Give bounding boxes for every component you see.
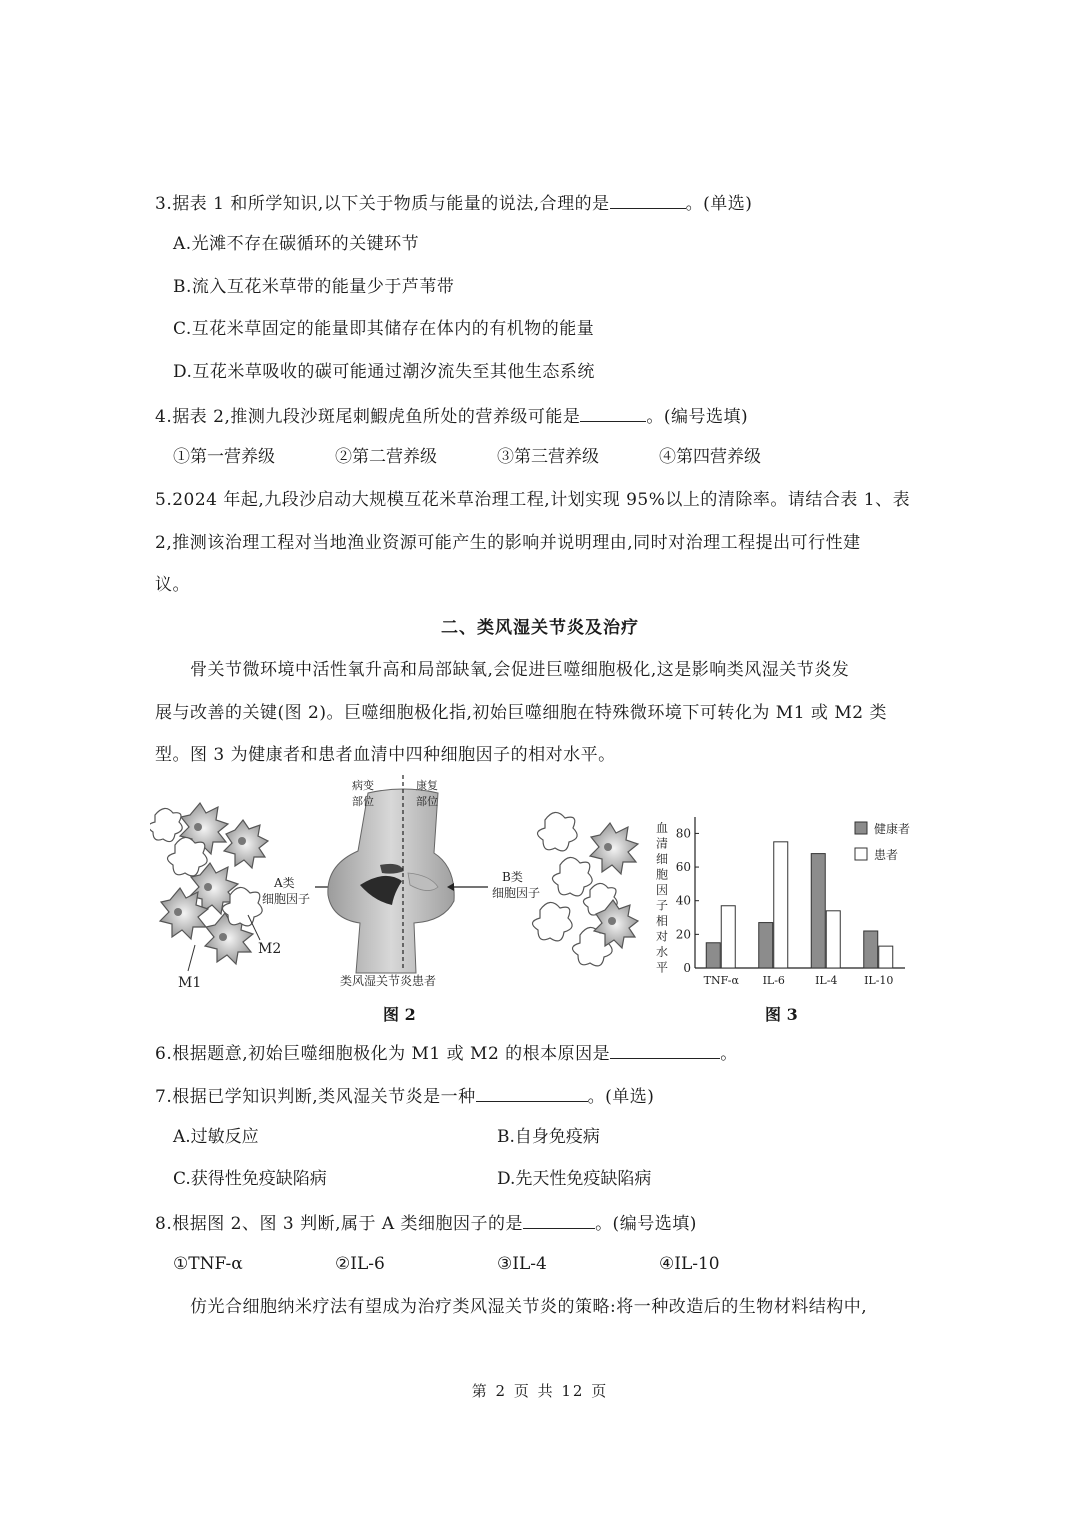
joint-illustration xyxy=(328,789,454,973)
bar-healthy xyxy=(706,943,720,968)
m1-label: M1 xyxy=(178,975,202,991)
q3-option-c: C.互花米草固定的能量即其储存在体内的有机物的能量 xyxy=(173,319,595,339)
x-tick-label: TNF-α xyxy=(703,974,739,987)
legend-label: 健康者 xyxy=(874,822,911,836)
recovery-label-1: 康复 xyxy=(416,779,438,792)
lesion-label-2: 部位 xyxy=(352,795,374,808)
y-axis-label-char: 相 xyxy=(656,914,669,928)
q4-answer-blank[interactable] xyxy=(580,403,646,422)
q8-stem: 8.根据图 2、图 3 判断,属于 A 类细胞因子的是 。(编号选填) xyxy=(155,1210,697,1236)
q7-option-d: D.先天性免疫缺陷病 xyxy=(497,1169,652,1189)
q4-option-2: ②第二营养级 xyxy=(335,447,437,467)
q4-option-1: ①第一营养级 xyxy=(173,447,275,467)
q7-stem: 7.根据已学知识判断,类风湿关节炎是一种 。(单选) xyxy=(155,1083,654,1109)
bar-patient xyxy=(721,906,735,968)
lesion-label-1: 病变 xyxy=(352,779,374,792)
bar-healthy xyxy=(811,854,825,968)
x-tick-label: IL-6 xyxy=(762,974,785,987)
q8-option-1: ①TNF-α xyxy=(173,1254,243,1274)
y-axis-label-char: 细 xyxy=(656,852,669,866)
recovery-label-2: 部位 xyxy=(416,795,438,808)
q7-option-a: A.过敏反应 xyxy=(173,1127,259,1147)
q8-option-4: ④IL-10 xyxy=(659,1254,720,1274)
y-axis-label-char: 因 xyxy=(656,883,669,897)
legend-label: 患者 xyxy=(874,848,899,862)
q5-line-1: 5.2024 年起,九段沙启动大规模互花米草治理工程,计划实现 95%以上的清除率。请结合表 1、表 xyxy=(155,490,911,510)
q5-line-2: 2,推测该治理工程对当地渔业资源可能产生的影响并说明理由,同时对治理工程提出可行性建 xyxy=(155,533,861,553)
bar-patient xyxy=(826,911,840,968)
q8-answer-blank[interactable] xyxy=(523,1210,595,1229)
legend-swatch xyxy=(855,822,867,834)
y-tick-label: 20 xyxy=(675,927,691,942)
y-axis-label-char: 水 xyxy=(656,945,669,959)
m2-label: M2 xyxy=(258,941,282,957)
figure-2-diagram xyxy=(150,775,640,995)
figure-3-caption: 图 3 xyxy=(765,1005,798,1024)
section-2-para-2: 展与改善的关键(图 2)。巨噬细胞极化指,初始巨噬细胞在特殊微环境下可转化为 M1 或 M2 类 xyxy=(155,703,887,723)
q3-option-b: B.流入互花米草带的能量少于芦苇带 xyxy=(173,277,455,297)
legend-swatch xyxy=(855,848,867,860)
q7-option-c: C.获得性免疫缺陷病 xyxy=(173,1169,327,1189)
q4-option-4: ④第四营养级 xyxy=(659,447,761,467)
figure-3-chart xyxy=(650,810,940,1000)
q5-line-3: 议。 xyxy=(155,575,190,595)
y-tick-label: 40 xyxy=(675,893,691,908)
macrophage-cluster-right xyxy=(532,812,638,965)
y-axis-label-char: 子 xyxy=(656,898,669,913)
section-2-title: 二、类风湿关节炎及治疗 xyxy=(441,618,639,638)
tail-paragraph: 仿光合细胞纳米疗法有望成为治疗类风湿关节炎的策略:将一种改造后的生物材料结构中, xyxy=(190,1297,868,1317)
q4-stem: 4.据表 2,推测九段沙斑尾刺鰕虎鱼所处的营养级可能是 。(编号选填) xyxy=(155,403,748,429)
macrophage-cluster-left xyxy=(150,803,268,964)
y-tick-label: 80 xyxy=(675,826,691,841)
b-cytokine-label-1: B类 xyxy=(502,870,523,884)
a-cytokine-label-2: 细胞因子 xyxy=(262,892,311,906)
section-2-para-1: 骨关节微环境中活性氧升高和局部缺氧,会促进巨噬细胞极化,这是影响类风湿关节炎发 xyxy=(190,660,850,680)
section-2-para-3: 型。图 3 为健康者和患者血清中四种细胞因子的相对水平。 xyxy=(155,745,616,765)
q3-answer-blank[interactable] xyxy=(610,190,686,209)
q3-option-a: A.光滩不存在碳循环的关键环节 xyxy=(173,234,420,254)
q6-answer-blank[interactable] xyxy=(610,1040,720,1059)
y-tick-label: 0 xyxy=(683,961,691,975)
bar-healthy xyxy=(864,931,878,968)
patient-label: 类风湿关节炎患者 xyxy=(340,974,437,988)
a-cytokine-label-1: A类 xyxy=(274,876,295,890)
bar-patient xyxy=(879,946,893,968)
page-footer: 第 2 页 共 12 页 xyxy=(471,1382,609,1400)
bar-patient xyxy=(774,842,788,968)
y-axis-label-char: 清 xyxy=(656,836,669,851)
q3-option-d: D.互花米草吸收的碳可能通过潮汐流失至其他生态系统 xyxy=(173,362,595,382)
q8-option-2: ②IL-6 xyxy=(335,1254,385,1274)
q7-answer-blank[interactable] xyxy=(476,1083,588,1102)
q8-option-3: ③IL-4 xyxy=(497,1254,547,1274)
x-tick-label: IL-10 xyxy=(864,974,894,987)
y-axis-label-char: 胞 xyxy=(656,867,669,882)
y-axis-label-char: 平 xyxy=(656,960,669,975)
y-tick-label: 60 xyxy=(675,860,691,875)
q3-stem: 3.据表 1 和所学知识,以下关于物质与能量的说法,合理的是 。(单选) xyxy=(155,190,752,216)
y-axis-label-char: 对 xyxy=(656,929,669,944)
figure-2-caption: 图 2 xyxy=(383,1005,416,1024)
q6-stem: 6.根据题意,初始巨噬细胞极化为 M1 或 M2 的根本原因是 。 xyxy=(155,1040,738,1066)
q4-option-3: ③第三营养级 xyxy=(497,447,599,467)
q7-option-b: B.自身免疫病 xyxy=(497,1127,600,1147)
bar-healthy xyxy=(759,923,773,968)
x-tick-label: IL-4 xyxy=(815,974,838,987)
b-cytokine-label-2: 细胞因子 xyxy=(492,886,541,900)
y-axis-label-char: 血 xyxy=(656,821,669,835)
